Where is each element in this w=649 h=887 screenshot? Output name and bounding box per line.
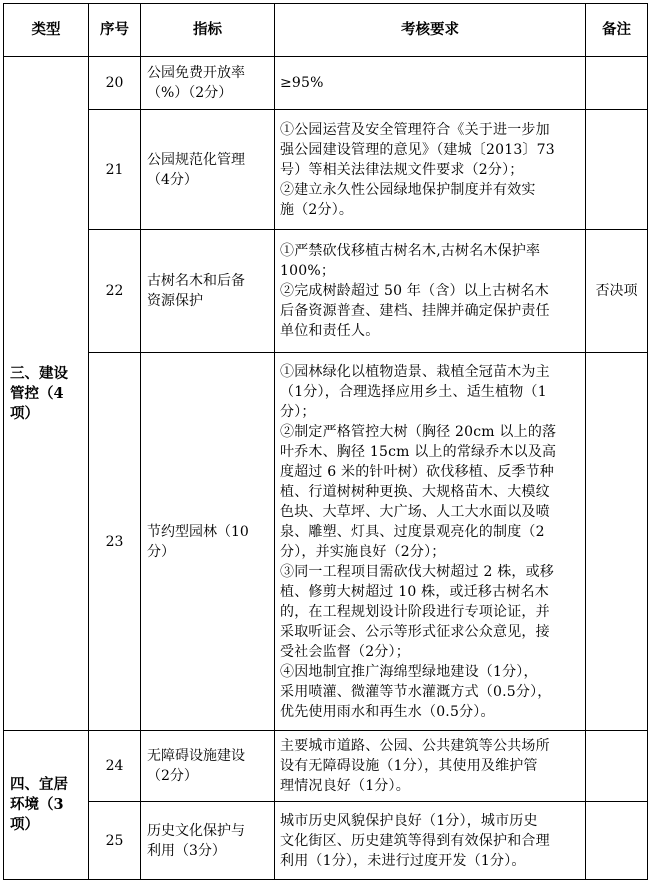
requirement-line: 后备资源普查、建档、挂牌并确定保护责任: [280, 303, 550, 319]
row-number: 25: [89, 802, 141, 880]
type-line: 项）: [10, 816, 39, 833]
requirement-line: ①园林绿化以植物造景、栽植全冠苗木为主: [280, 363, 550, 380]
requirement-line: 利用（1分），未进行过度开发（1分）。: [280, 852, 526, 869]
header-indicator: 指标: [141, 4, 275, 57]
type-line: 项）: [10, 404, 39, 422]
assessment-table: [3, 3, 648, 880]
requirement-cell: [275, 230, 586, 353]
requirement-cell: [275, 110, 586, 230]
note-cell: [586, 802, 648, 880]
note-cell: [586, 57, 648, 110]
indicator-line: 古树名木和后备: [147, 273, 245, 289]
requirement-cell: [275, 731, 586, 802]
requirement-line: 分）；: [280, 403, 316, 420]
requirement-line: 理情况良好（1分）。: [280, 778, 410, 794]
requirement-line: 受社会监督（2分）；: [280, 643, 410, 660]
requirement-line: ①严禁砍伐移植古树名木,古树名木保护率: [280, 243, 541, 259]
indicator-line: （2分）: [147, 768, 198, 784]
requirement-line: 泉、雕塑、灯具、过度景观亮化的制度（2: [280, 523, 545, 540]
indicator-line: （%）（2分）: [147, 85, 233, 101]
type-line: 三、建设: [10, 364, 68, 382]
requirement-line: 城市历史风貌保护良好（1分），城市历史: [280, 812, 538, 829]
requirement-line: ④因地制宜推广海绵型绿地建设（1分），: [280, 663, 538, 680]
requirement-line: 文化街区、历史建筑等得到有效保护和合理: [280, 832, 550, 849]
indicator-cell: [141, 57, 275, 110]
indicator-line: 分）: [147, 543, 175, 560]
requirement-line: ③同一工程项目需砍伐大树超过 2 株，或移: [280, 563, 555, 580]
type-line: 管控（4: [10, 384, 64, 402]
requirement-line: （1分），合理选择应用乡土、适生植物（1: [280, 383, 547, 400]
indicator-line: 资源保护: [147, 293, 203, 309]
type-line: 四、宜居: [10, 776, 68, 793]
requirement-line: 采用喷灌、微灌等节水灌溉方式（0.5分），: [280, 683, 552, 700]
requirement-line: 号）等相关法律法规文件要求（2分）；: [280, 161, 524, 178]
indicator-line: 无障碍设施建设: [147, 748, 245, 764]
requirement-line: ②完成树龄超过 50 年（含）以上古树名木: [280, 283, 549, 299]
header-row: [4, 4, 648, 57]
indicator-line: 历史文化保护与: [147, 822, 245, 839]
requirement-line: 强公园建设管理的意见》（建城〔2013〕73: [280, 141, 555, 158]
indicator-line: 公园规范化管理: [147, 151, 245, 168]
row-number: 20: [89, 57, 141, 110]
table-row: [4, 230, 648, 353]
indicator-line: （4分）: [147, 171, 198, 188]
requirement-line: 施（2分）。: [280, 201, 354, 218]
requirement-cell: [275, 353, 586, 731]
requirement-line: 分），并实施良好（2分）；: [280, 543, 446, 560]
requirement-line: ②制定严格管控大树（胸径 20cm 以上的落: [280, 423, 557, 440]
requirement-line: 单位和责任人。: [280, 323, 380, 339]
requirement-line: 主要城市道路、公园、公共建筑等公共场所: [280, 738, 550, 754]
indicator-cell: [141, 353, 275, 731]
note-cell: [586, 110, 648, 230]
indicator-line: 公园免费开放率: [147, 65, 245, 81]
note-cell-veto: 否决项: [586, 230, 648, 353]
requirement-line: ≥95%: [280, 75, 324, 91]
requirement-line: 叶乔木、胸径 15cm 以上的常绿乔木以及高: [280, 443, 557, 460]
type-cell-livable: [4, 731, 89, 880]
indicator-line: 节约型园林（10: [147, 523, 249, 540]
note-cell: [586, 353, 648, 731]
requirement-line: 100%；: [280, 263, 336, 279]
row-number: 22: [89, 230, 141, 353]
header-requirement: 考核要求: [275, 4, 586, 57]
indicator-cell: [141, 230, 275, 353]
table-row: [4, 57, 648, 110]
indicator-line: 利用（3分）: [147, 842, 226, 859]
requirement-cell: [275, 802, 586, 880]
row-number: 21: [89, 110, 141, 230]
requirement-line: 植、行道树树种更换、大规格苗木、大模纹: [280, 483, 550, 500]
requirement-line: 采取听证会、公示等形式征求公众意见，接: [280, 623, 550, 640]
requirement-line: 度超过 6 米的针叶树）砍伐移植、反季节种: [280, 463, 555, 480]
requirement-line: 的，在工程规划设计阶段进行专项论证，并: [280, 603, 550, 620]
table-row: [4, 731, 648, 802]
requirement-line: 设有无障碍设施（1分），其使用及维护管: [280, 758, 538, 774]
table-row: [4, 353, 648, 731]
indicator-cell: [141, 110, 275, 230]
table-row: [4, 802, 648, 880]
type-cell-construction: [4, 57, 89, 731]
row-number: 23: [89, 353, 141, 731]
requirement-cell: [275, 57, 586, 110]
indicator-cell: [141, 731, 275, 802]
requirement-line: 色块、大草坪、大广场、人工大水面以及喷: [280, 503, 550, 520]
row-number: 24: [89, 731, 141, 802]
requirement-line: 优先使用雨水和再生水（0.5分）。: [280, 703, 495, 720]
type-line: 环境（3: [10, 796, 64, 813]
indicator-cell: [141, 802, 275, 880]
note-cell: [586, 731, 648, 802]
table-row: [4, 110, 648, 230]
requirement-line: ②建立永久性公园绿地保护制度并有效实: [280, 181, 536, 198]
requirement-line: 植、修剪大树超过 10 株，或迁移古树名木: [280, 583, 549, 600]
requirement-line: ①公园运营及安全管理符合《关于进一步加: [280, 121, 550, 138]
header-no: 序号: [89, 4, 141, 57]
header-note: 备注: [586, 4, 648, 57]
header-type: 类型: [4, 4, 89, 57]
